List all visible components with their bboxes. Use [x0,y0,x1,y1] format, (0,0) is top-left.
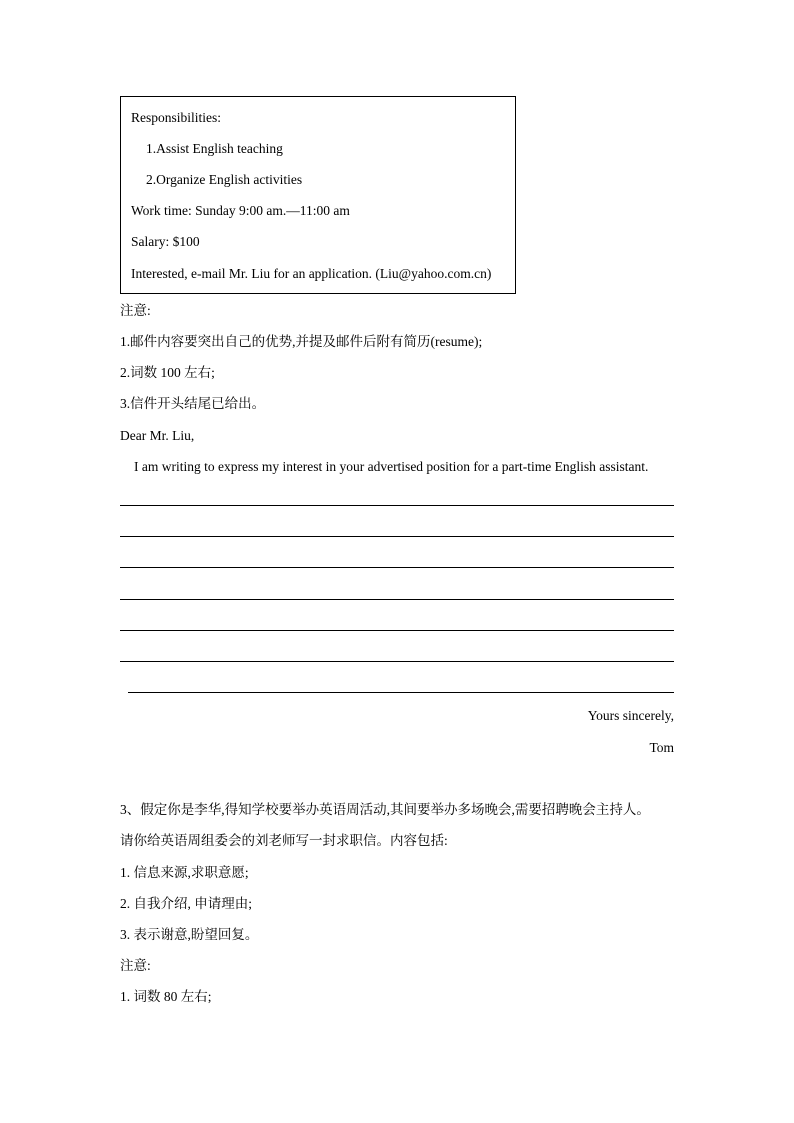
writing-line [120,661,674,662]
writing-line [128,692,674,693]
work-time: Work time: Sunday 9:00 am.—11:00 am [131,203,350,218]
letter-signature: Tom [649,740,674,755]
responsibilities-label: Responsibilities: [131,110,222,125]
letter-closing: Yours sincerely, [587,708,674,723]
writing-line [120,599,674,600]
task-3-item-3: 3. 表示谢意,盼望回复。 [120,927,259,942]
writing-line [120,536,674,537]
duty-item-1: 1.Assist English teaching [146,141,283,156]
contact-info: Interested, e-mail Mr. Liu for an application. (Liu@yahoo.com.cn) [131,266,492,281]
note-item-2: 2.词数 100 左右; [120,365,215,380]
duty-item-2: 2.Organize English activities [146,172,303,187]
task-3-item-2: 2. 自我介绍, 申请理由; [120,896,253,911]
note-item-1: 1.邮件内容要突出自己的优势,并提及邮件后附有简历(resume); [120,334,483,349]
writing-line [120,505,674,506]
notes-heading: 注意: [120,303,151,318]
note-item-3: 3.信件开头结尾已给出。 [120,396,266,411]
task-3-instruction: 请你给英语周组委会的刘老师写一封求职信。内容包括: [120,833,448,848]
writing-line [120,567,674,568]
task-3-prompt: 3、假定你是李华,得知学校要举办英语周活动,其间要举办多场晚会,需要招聘晚会主持人。 [120,802,650,817]
letter-salutation: Dear Mr. Liu, [120,428,195,443]
task-3-item-1: 1. 信息来源,求职意愿; [120,865,249,880]
letter-opening: I am writing to express my interest in your advertised position for a part-time English assistant. [134,459,649,474]
task-3-note-1: 1. 词数 80 左右; [120,989,212,1004]
task-3-notes-heading: 注意: [120,958,151,973]
salary: Salary: $100 [131,234,200,249]
writing-line [120,630,674,631]
